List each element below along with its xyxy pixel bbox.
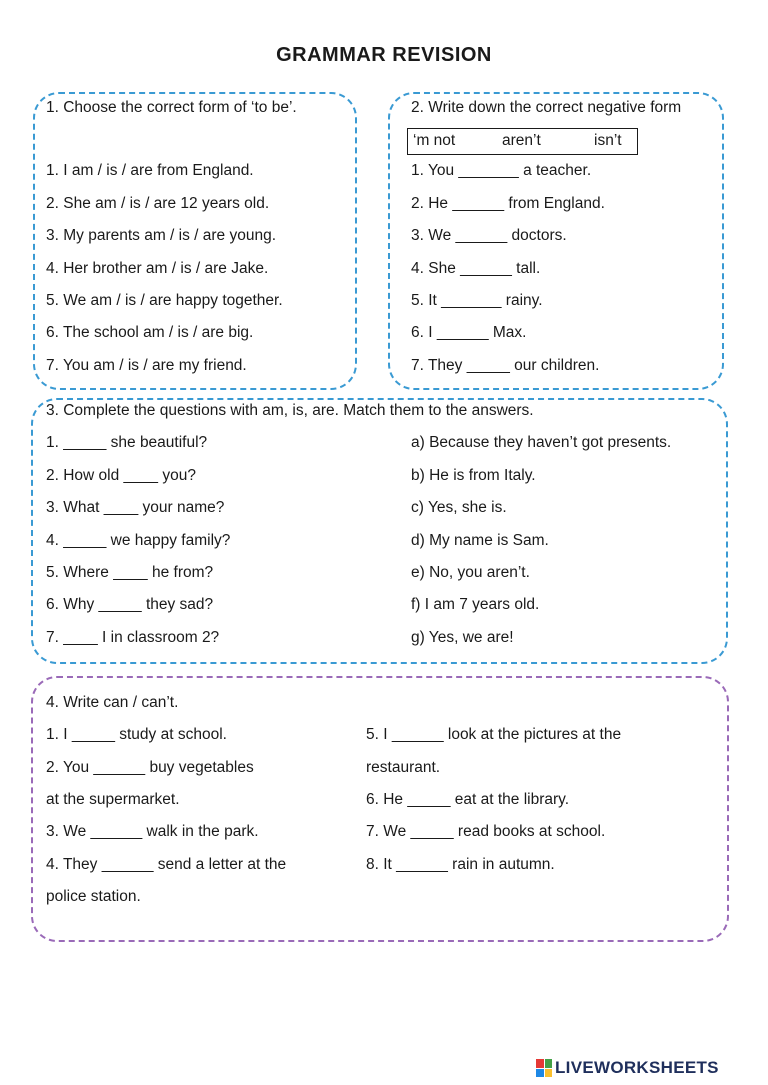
section-2-item: 2. He ______ from England. [411,195,605,212]
section-1-item: 6. The school am / is / are big. [46,324,254,341]
can-item: restaurant. [366,759,441,776]
word-bank-item: isn’t [594,132,622,149]
brand-name: LIVEWORKSHEETS [555,1058,719,1077]
liveworksheets-logo [536,1057,719,1079]
section-2-item: 3. We ______ doctors. [411,227,567,244]
can-item: 7. We _____ read books at school. [366,823,606,840]
can-item: 8. It ______ rain in autumn. [366,856,555,873]
can-item: police station. [46,888,141,905]
logo-square [545,1059,553,1068]
page-title: GRAMMAR REVISION [276,44,492,66]
section-3-heading: 3. Complete the questions with am, is, are. Match them to the answers. [46,402,534,419]
can-item: 5. I ______ look at the pictures at the [366,726,622,743]
section-1-item: 1. I am / is / are from England. [46,162,254,179]
answer-item: g) Yes, we are! [411,629,514,646]
logo-icon [536,1059,552,1077]
can-item: 6. He _____ eat at the library. [366,791,570,808]
question-item: 6. Why _____ they sad? [46,596,214,613]
word-bank-item: ‘m not [413,132,456,149]
section-1-item: 4. Her brother am / is / are Jake. [46,260,269,277]
word-bank-item: aren’t [502,132,541,149]
section-2-item: 4. She ______ tall. [411,260,541,277]
answer-item: d) My name is Sam. [411,532,549,549]
question-item: 1. _____ she beautiful? [46,434,208,451]
can-item: at the supermarket. [46,791,180,808]
logo-square [536,1069,544,1078]
section-1-item: 7. You am / is / are my friend. [46,357,247,374]
logo-square [536,1059,544,1068]
can-item: 1. I _____ study at school. [46,726,227,743]
section-1-heading: 1. Choose the correct form of ‘to be’. [46,99,297,116]
question-item: 5. Where ____ he from? [46,564,214,581]
section-1-item: 2. She am / is / are 12 years old. [46,195,270,212]
answer-item: e) No, you aren’t. [411,564,530,581]
can-item: 4. They ______ send a letter at the [46,856,287,873]
answer-item: b) He is from Italy. [411,467,536,484]
question-item: 2. How old ____ you? [46,467,196,484]
section-2-item: 6. I ______ Max. [411,324,527,341]
section-2-item: 5. It _______ rainy. [411,292,543,309]
section-2-item: 7. They _____ our children. [411,357,600,374]
question-item: 3. What ____ your name? [46,499,225,516]
can-item: 3. We ______ walk in the park. [46,823,259,840]
section-2-item: 1. You _______ a teacher. [411,162,592,179]
question-item: 7. ____ I in classroom 2? [46,629,220,646]
answer-item: f) I am 7 years old. [411,596,540,613]
section-1-item: 3. My parents am / is / are young. [46,227,277,244]
logo-square [545,1069,553,1078]
answer-item: c) Yes, she is. [411,499,507,516]
word-bank [407,128,638,155]
section-2-heading: 2. Write down the correct negative form [411,99,682,116]
question-item: 4. _____ we happy family? [46,532,231,549]
section-1-item: 5. We am / is / are happy together. [46,292,283,309]
answer-item: a) Because they haven’t got presents. [411,434,672,451]
section-4-heading: 4. Write can / can’t. [46,694,179,711]
can-item: 2. You ______ buy vegetables [46,759,254,776]
